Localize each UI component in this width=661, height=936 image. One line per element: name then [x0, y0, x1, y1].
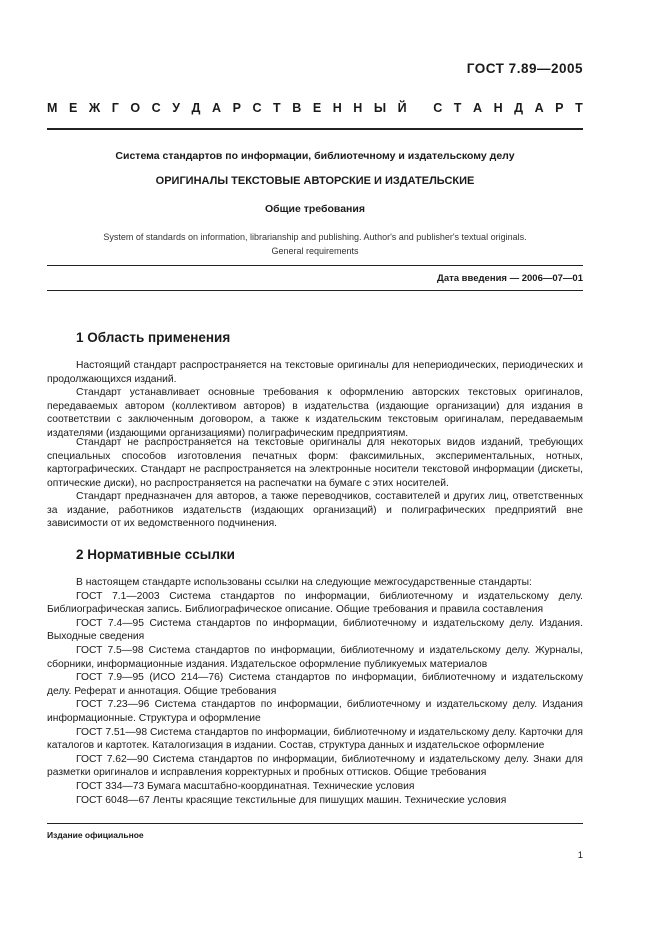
banner-letter: Т	[575, 101, 583, 115]
banner-letter: У	[172, 101, 180, 115]
reference-gost-6048: ГОСТ 6048—67 Ленты красящие текстильные для пишущих машин. Технические условия	[76, 794, 507, 806]
banner-letter: Д	[191, 101, 201, 115]
reference-gost-334: ГОСТ 334—73 Бумага масштабно-координатная. Технические условия	[76, 780, 415, 792]
banner-letter: Г	[111, 101, 119, 115]
banner-letter: С	[252, 101, 262, 115]
reference-gost-7-4: ГОСТ 7.4—95 Система стандартов по информации, библиотечному и издательскому делу. Издания. Выходные сведения	[47, 617, 583, 643]
banner-letter: Т	[453, 101, 462, 115]
section-2-heading: 2 Нормативные ссылки	[76, 547, 235, 562]
banner-letter: О	[130, 101, 141, 115]
footer-rule	[47, 823, 583, 824]
references-intro: В настоящем стандарте использованы ссылки на следующие межгосударственные стандарты:	[76, 577, 532, 588]
english-title-line-2: General requirements	[271, 246, 359, 256]
banner-letter: Н	[493, 101, 503, 115]
document-code: ГОСТ 7.89—2005	[466, 61, 583, 76]
scope-paragraph-3: Стандарт не распространяется на текстовые оригиналы для некоторых видов изданий, требующих специальных способов изготовления печатных форм: факсимильных, экспериментальных, нотных, картографических. Стандарт не распространяется на электронные носители текстовой информации (дискеты, оптические диски), но распространяется на распечатки на бумаге с этих носителей.	[47, 437, 583, 490]
date-rule	[47, 290, 583, 291]
banner-letter: Е	[68, 101, 78, 115]
scope-paragraph-1: Настоящий стандарт распространяется на текстовые оригиналы для непериодических, периодических и продолжающихся изданий.	[47, 360, 583, 385]
normative-references-list	[47, 576, 583, 807]
section-1-heading: 1 Область применения	[76, 330, 231, 345]
document-subtitle: Общие требования	[265, 203, 365, 215]
scope-paragraph-4: Стандарт предназначен для авторов, а также переводчиков, составителей и других лиц, ответственных за издание, работников издательств (издающих организаций) и полиграфических предприятий вне зависимости от их ведомственного подчинения.	[47, 491, 583, 530]
banner-letter: С	[433, 101, 443, 115]
banner-letter: Т	[273, 101, 281, 115]
banner-letter: Е	[312, 101, 322, 115]
banner-letter: Ы	[373, 101, 387, 115]
reference-gost-7-9: ГОСТ 7.9—95 (ИСО 214—76) Система стандартов по информации, библиотечному и издательскому делу. Реферат и аннотация. Общие требования	[47, 672, 583, 697]
banner-letter: Д	[514, 101, 524, 115]
reference-gost-7-51: ГОСТ 7.51—98 Система стандартов по информации, библиотечному и издательскому делу. Карточки для каталогов и картотек. Каталогизация в издании. Состав, структура данных и издательское оформление	[47, 726, 583, 752]
english-title-line-1: System of standards on information, librarianship and publishing. Author's and publisher's textual originals.	[103, 232, 527, 242]
banner-letter: А	[212, 101, 222, 115]
official-edition-label: Издание официальное	[47, 830, 144, 840]
page-number: 1	[577, 850, 583, 861]
banner-letter: Р	[232, 101, 241, 115]
scope-paragraph-2: Стандарт устанавливает основные требования к оформлению авторских текстовых оригиналов, передаваемых автором (коллективом авторов) в издательства (издающие организации) для издания в соответствии с заключенным договором, а также к издательским текстовым оригиналам, передаваемым издателями (издающими организациями) полиграфическим предприятиям.	[47, 387, 583, 440]
banner-letter: М	[47, 101, 58, 115]
banner-letter: Ж	[88, 101, 101, 115]
introduction-date: Дата введения — 2006—07—01	[437, 273, 583, 284]
english-title	[47, 230, 583, 258]
banner-letter: С	[151, 101, 161, 115]
reference-gost-7-5: ГОСТ 7.5—98 Система стандартов по информации, библиотечному и издательскому делу. Журналы, сборники, информационные издания. Издательское оформление публикуемых материалов	[47, 644, 583, 670]
banner-letter: Н	[332, 101, 342, 115]
reference-gost-7-23: ГОСТ 7.23—96 Система стандартов по информации, библиотечному и издательскому делу. Издания информационные. Структура и оформление	[47, 699, 583, 724]
title-rule	[47, 265, 583, 266]
document-title: ОРИГИНАЛЫ ТЕКСТОВЫЕ АВТОРСКИЕ И ИЗДАТЕЛЬСКИЕ	[155, 175, 475, 187]
standards-series-title: Система стандартов по информации, библиотечному и издательскому делу	[115, 150, 515, 162]
reference-gost-7-62: ГОСТ 7.62—90 Система стандартов по информации, библиотечному и издательскому делу. Знаки для разметки оригиналов и исправления корректурных и пробных оттисков. Общие требования	[47, 753, 583, 779]
reference-gost-7-1: ГОСТ 7.1—2003 Система стандартов по информации, библиотечному и издательскому делу. Библиографическая запись. Библиографическое описание. Общие требования и правила составления	[47, 590, 583, 616]
banner-letter: А	[534, 101, 544, 115]
banner-letter: Р	[555, 101, 564, 115]
banner-letter: Й	[397, 101, 407, 115]
banner-letter: А	[472, 101, 483, 115]
interstate-standard-banner	[47, 101, 583, 115]
banner-letter	[418, 101, 421, 115]
banner-letter: Н	[353, 101, 363, 115]
banner-rule	[47, 128, 583, 130]
banner-letter: В	[292, 101, 302, 115]
